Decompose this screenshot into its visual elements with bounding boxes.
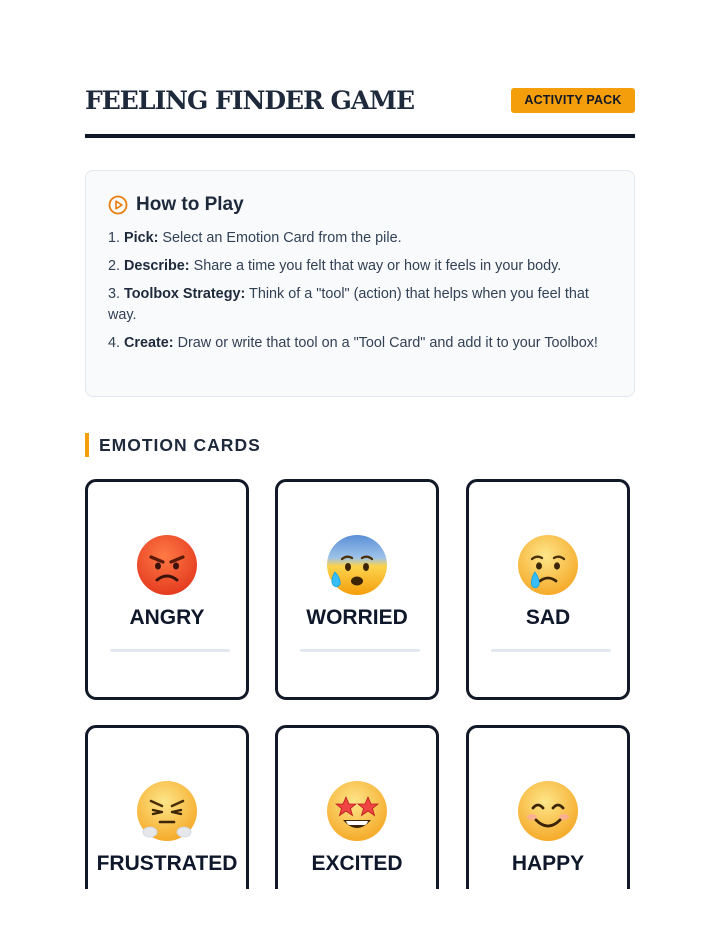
- star-struck-face-icon: [326, 780, 388, 842]
- card-divider: [300, 649, 420, 652]
- card-label: FRUSTRATED: [96, 852, 238, 875]
- how-to-play-header: [108, 193, 244, 217]
- emotion-cards-heading: EMOTION CARDS: [85, 433, 261, 457]
- step-item: 2. Describe: Share a time you felt that way or how it feels in your body.: [108, 258, 562, 274]
- angry-face-icon: [136, 534, 198, 596]
- crying-face-icon: [517, 534, 579, 596]
- step-item: 1. Pick: Select an Emotion Card from the pile.: [108, 230, 402, 246]
- page-header: [85, 84, 635, 138]
- emotion-card-excited[interactable]: [275, 725, 439, 889]
- emotion-card-sad[interactable]: [466, 479, 630, 700]
- step-item: 3. Toolbox Strategy: Think of a "tool" (action) that helps when you feel that way.: [108, 286, 589, 323]
- steam-nose-face-icon: [136, 780, 198, 842]
- step-item: 4. Create: Draw or write that tool on a "Tool Card" and add it to your Toolbox!: [108, 335, 598, 351]
- how-to-play-title: How to Play: [136, 194, 244, 215]
- anxious-sweat-face-icon: [326, 534, 388, 596]
- card-label: WORRIED: [306, 606, 408, 629]
- smiling-face-icon: [517, 780, 579, 842]
- card-divider: [491, 649, 611, 652]
- emotion-card-frustrated[interactable]: [85, 725, 249, 889]
- card-label: HAPPY: [511, 852, 585, 875]
- instruction-steps: [108, 228, 620, 361]
- emotion-cards-row-2: [85, 725, 645, 889]
- emotion-card-happy[interactable]: [466, 725, 630, 889]
- card-label: EXCITED: [311, 852, 403, 875]
- card-label: SAD: [525, 606, 571, 629]
- page-title: FEELING FINDER GAME: [85, 86, 415, 115]
- card-divider: [110, 649, 230, 652]
- emotion-card-worried[interactable]: [275, 479, 439, 700]
- how-to-play-panel: [85, 170, 635, 397]
- activity-pack-badge: ACTIVITY PACK: [511, 88, 635, 113]
- emotion-card-angry[interactable]: [85, 479, 249, 700]
- card-label: ANGRY: [129, 606, 205, 629]
- play-circle-icon: [108, 195, 128, 215]
